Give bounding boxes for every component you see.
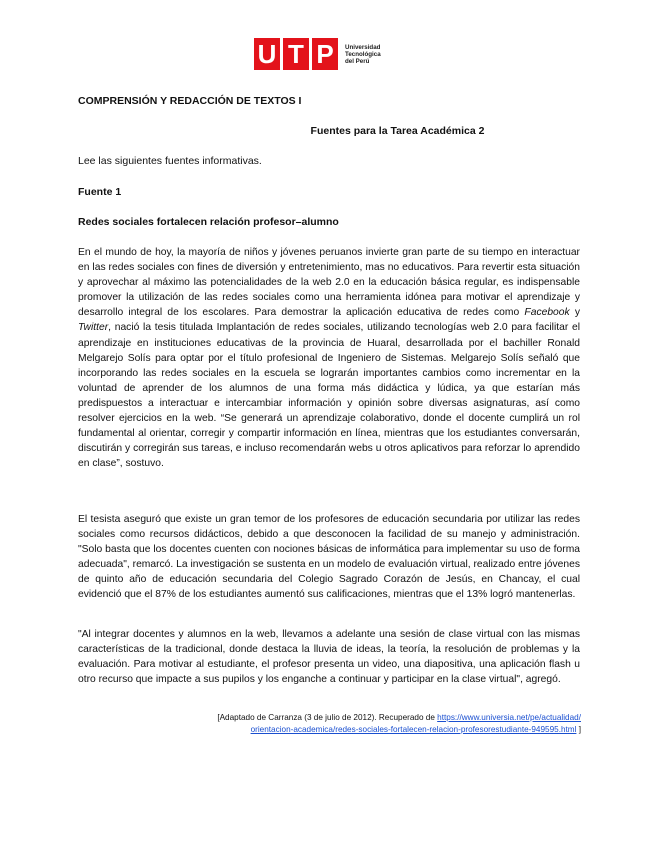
citation-link-part-2[interactable]: orientacion-academica/redes-sociales-fortalecen-relacion-profesorestudiante-949595.html — [250, 725, 577, 734]
logo-letter-u: U — [254, 38, 280, 70]
twitter-term: Twitter — [78, 322, 109, 334]
logo-letter-t: T — [283, 38, 309, 70]
source-label: Fuente 1 — [78, 186, 122, 198]
utp-logo — [254, 38, 381, 70]
intro-text: Lee las siguientes fuentes informativas. — [78, 155, 262, 167]
article-title: Redes sociales fortalecen relación profesor–alumno — [78, 216, 339, 228]
paragraph-1-part-a: En el mundo de hoy, la mayoría de niños y jóvenes peruanos invierte gran parte de su tiempo en interactuar en las redes sociales con fines de diversión y entretenimiento, mas no educativos. Para revertir esta situación y aprovechar al máximo las potencialidades de la web 2.0 en la educación básica regular, es indispensable promover la utilización de las redes sociales como una herramienta idónea para motivar el aprendizaje y desarrollo integral de los escolares. Para demostrar la aplicación educativa de redes como — [78, 247, 580, 319]
paragraph-1-part-c: , nació la tesis titulada Implantación de redes sociales, utilizando tecnologías web 2.0 para facilitar el aprendizaje en instituciones educativas de la provincia de Huaral, desarrollada por el bachiller Ronald Melgarejo Solís para optar por el título profesional de Ingeniero de Sistemas. Melgarejo Solís señaló que incorporando las redes sociales en la escuela se lograrán importantes cambios como incrementar en la voluntad de aprender de los alumnos de una forma más didáctica y lúdica, ya que estarían más predispuestos a interactuar e intercambiar información y opinión sobre diversas asignaturas, así como resolver ejercicios en la web. “Se generará un aprendizaje colaborativo, donde el docente cumplirá un rol fundamental al orientar, corregir y compartir información en línea, mientras que los estudiantes conversarán, discutirán y corregirán sus tareas, e incluso recomendarán webs u otros aplicativos para reforzar lo aprendido en clase”, sostuvo. — [78, 322, 580, 470]
paragraph-3: "Al integrar docentes y alumnos en la web, llevamos a adelante una sesión de clase virtual con las mismas características de la tradicional, donde destaca la lluvia de ideas, la teoría, la resolución de problemas y la evaluación. Para motivar al estudiante, el profesor presenta un video, una diapositiva, una aplicación flash u otro recurso que impacte a sus pupilos y los enganche a continuar y participar en la clase virtual", agregó. — [78, 629, 580, 686]
citation — [141, 712, 581, 736]
paragraph-1-part-b: y — [569, 307, 580, 319]
paragraph-2: El tesista aseguró que existe un gran temor de los profesores de educación secundaria por utilizar las redes sociales como recursos didácticos, debido a que desconocen la facilidad de su manejo y administración. "Solo basta que los docentes cuenten con nociones básicas de informática para implementar su uso de forma adecuada", remarcó. La investigación se sustenta en un modelo de evaluación virtual, realizado entre jóvenes de quinto año de educación secundaria del Colegio Sagrado Corazón de Jesús, en Chancay, el cual evidenció que el 87% de los estudiantes aumentó sus calificaciones, mientras que el 13% logró mantenerlas. — [78, 514, 580, 601]
logo-wordmark — [345, 44, 381, 65]
document-subtitle: Fuentes para la Tarea Académica 2 — [310, 125, 485, 137]
citation-prefix: [Adaptado de Carranza (3 de julio de 2012). Recuperado de — [217, 713, 438, 722]
logo-letter-p: P — [312, 38, 338, 70]
facebook-term: Facebook — [524, 307, 570, 319]
citation-link-part-1[interactable]: https://www.universia.net/pe/actualidad/ — [437, 713, 581, 722]
logo-line-1: Universidad — [345, 43, 381, 51]
course-title: COMPRENSIÓN Y REDACCIÓN DE TEXTOS I — [78, 95, 302, 107]
paragraph-1 — [78, 245, 580, 471]
logo-line-3: del Perú — [345, 57, 370, 65]
citation-suffix: ] — [576, 725, 581, 734]
logo-line-2: Tecnológica — [345, 50, 381, 58]
